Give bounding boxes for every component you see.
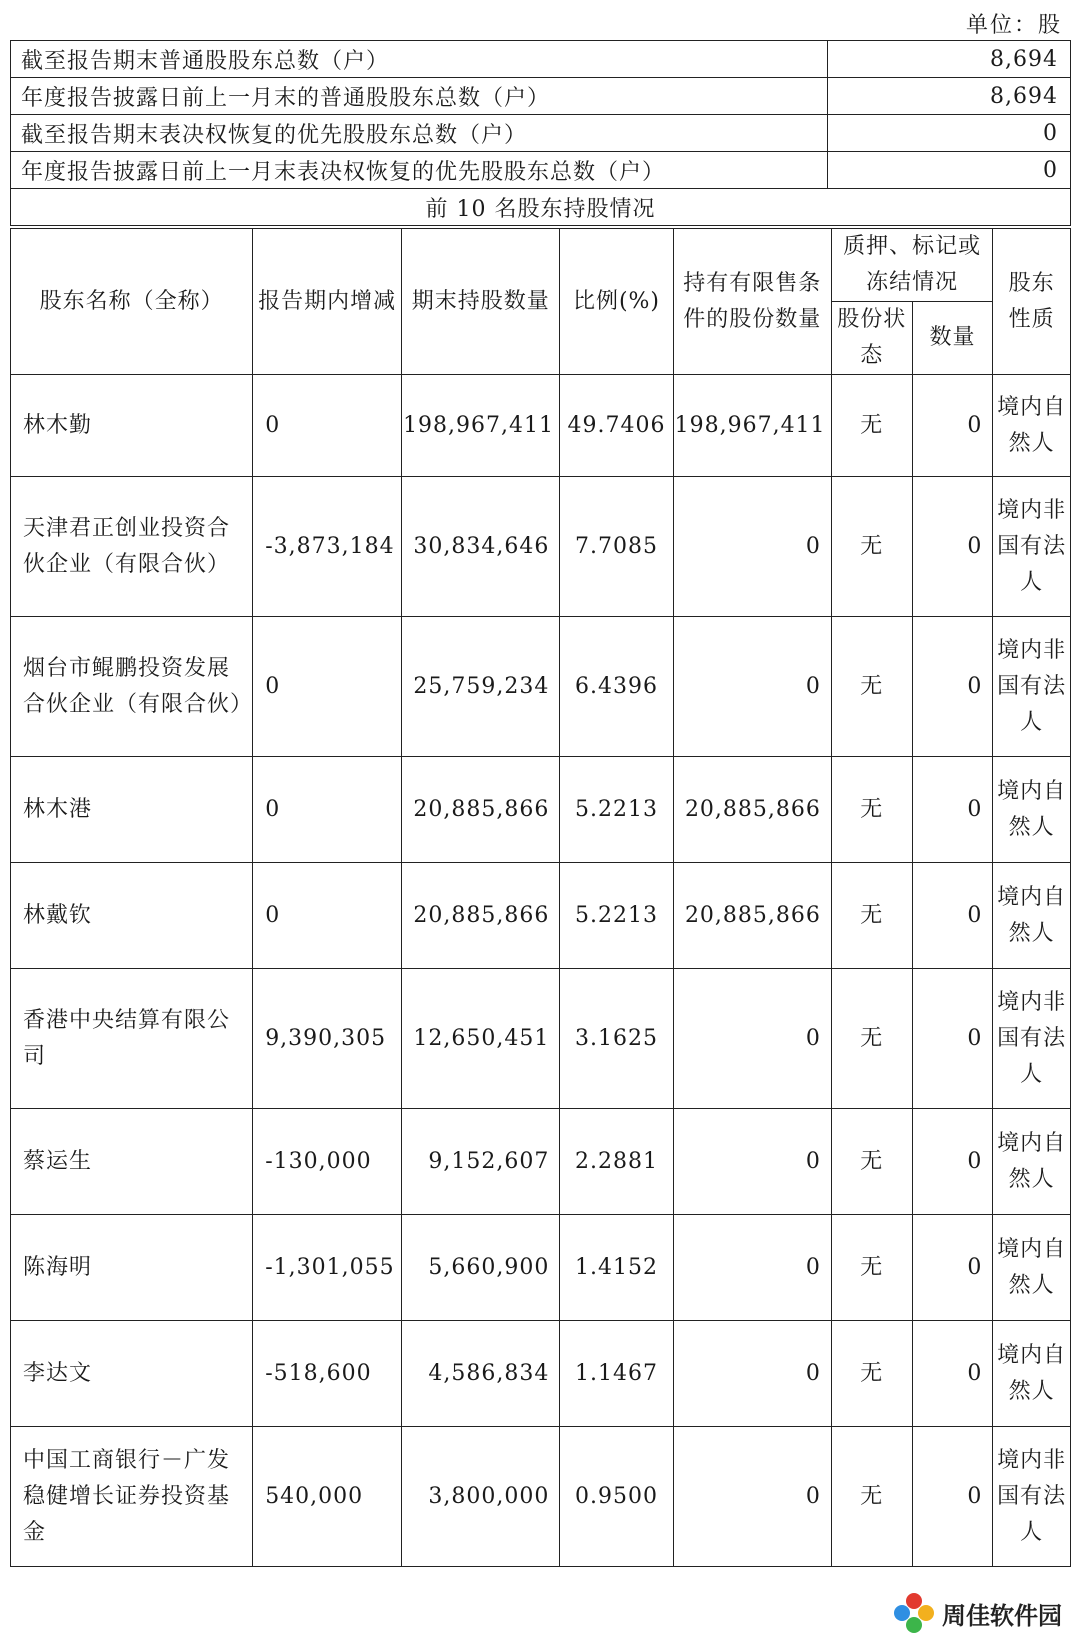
cell-qty: 0 — [912, 1427, 993, 1567]
cell-change: -1,301,055 — [253, 1215, 402, 1321]
cell-status: 无 — [831, 863, 912, 969]
cell-nature: 境内非国有法人 — [993, 477, 1071, 617]
summary-row — [11, 115, 1071, 152]
cell-held: 30,834,646 — [402, 477, 560, 617]
table-row — [11, 477, 1071, 617]
cell-restricted: 0 — [673, 477, 831, 617]
cell-restricted: 0 — [673, 617, 831, 757]
summary-label: 年度报告披露日前上一月末的普通股股东总数（户） — [11, 78, 828, 115]
table-row — [11, 757, 1071, 863]
cell-held: 5,660,900 — [402, 1215, 560, 1321]
cell-qty: 0 — [912, 1215, 993, 1321]
cell-nature: 境内自然人 — [993, 375, 1071, 477]
top10-shareholders-table — [10, 228, 1071, 1567]
cell-name: 中国工商银行－广发稳健增长证券投资基金 — [11, 1427, 253, 1567]
cell-nature: 境内自然人 — [993, 757, 1071, 863]
summary-value: 0 — [828, 152, 1071, 189]
cell-name: 李达文 — [11, 1321, 253, 1427]
cell-name: 陈海明 — [11, 1215, 253, 1321]
cell-qty: 0 — [912, 863, 993, 969]
header-pledge: 质押、标记或冻结情况 — [831, 229, 992, 302]
cell-restricted: 0 — [673, 1427, 831, 1567]
header-pledge-status: 股份状态 — [831, 302, 912, 375]
cell-ratio: 49.7406 — [560, 375, 673, 477]
cell-name: 天津君正创业投资合伙企业（有限合伙） — [11, 477, 253, 617]
cell-change: 540,000 — [253, 1427, 402, 1567]
watermark-text: 周佳软件园 — [942, 1601, 1062, 1630]
cell-nature: 境内自然人 — [993, 1215, 1071, 1321]
cell-held: 9,152,607 — [402, 1109, 560, 1215]
cell-status: 无 — [831, 477, 912, 617]
summary-row — [11, 152, 1071, 189]
header-ratio: 比例(%) — [560, 229, 673, 375]
summary-label: 截至报告期末表决权恢复的优先股股东总数（户） — [11, 115, 828, 152]
cell-held: 3,800,000 — [402, 1427, 560, 1567]
header-restricted: 持有有限售条件的股份数量 — [673, 229, 831, 375]
summary-table — [10, 40, 1071, 226]
summary-row — [11, 41, 1071, 78]
summary-value: 0 — [828, 115, 1071, 152]
cell-restricted: 20,885,866 — [673, 863, 831, 969]
header-name: 股东名称（全称） — [11, 229, 253, 375]
watermark — [894, 1593, 1062, 1633]
cell-change: -518,600 — [253, 1321, 402, 1427]
summary-value: 8,694 — [828, 41, 1071, 78]
table-row — [11, 863, 1071, 969]
cell-change: 0 — [253, 863, 402, 969]
cell-status: 无 — [831, 1215, 912, 1321]
cell-status: 无 — [831, 1427, 912, 1567]
header-held: 期末持股数量 — [402, 229, 560, 375]
table-row — [11, 969, 1071, 1109]
cell-change: -3,873,184 — [253, 477, 402, 617]
table-row — [11, 1215, 1071, 1321]
cell-held: 25,759,234 — [402, 617, 560, 757]
table-row — [11, 1427, 1071, 1567]
table-row — [11, 1321, 1071, 1427]
cell-change: 0 — [253, 375, 402, 477]
cell-nature: 境内自然人 — [993, 1109, 1071, 1215]
header-change: 报告期内增减 — [253, 229, 402, 375]
cell-ratio: 1.1467 — [560, 1321, 673, 1427]
cell-ratio: 6.4396 — [560, 617, 673, 757]
cell-change: -130,000 — [253, 1109, 402, 1215]
cell-change: 0 — [253, 617, 402, 757]
cell-held: 198,967,411 — [402, 375, 560, 477]
cell-name: 香港中央结算有限公司 — [11, 969, 253, 1109]
cell-qty: 0 — [912, 1109, 993, 1215]
summary-label: 截至报告期末普通股股东总数（户） — [11, 41, 828, 78]
cell-ratio: 7.7085 — [560, 477, 673, 617]
cell-qty: 0 — [912, 375, 993, 477]
table-row — [11, 375, 1071, 477]
cell-restricted: 198,967,411 — [673, 375, 831, 477]
section-title: 前 10 名股东持股情况 — [11, 189, 1071, 226]
summary-value: 8,694 — [828, 78, 1071, 115]
cell-ratio: 5.2213 — [560, 863, 673, 969]
cell-qty: 0 — [912, 617, 993, 757]
cell-held: 4,586,834 — [402, 1321, 560, 1427]
table-row — [11, 1109, 1071, 1215]
summary-row — [11, 78, 1071, 115]
cell-held: 12,650,451 — [402, 969, 560, 1109]
cell-status: 无 — [831, 757, 912, 863]
cell-qty: 0 — [912, 477, 993, 617]
cell-ratio: 2.2881 — [560, 1109, 673, 1215]
logo-icon — [894, 1593, 934, 1633]
cell-name: 林木港 — [11, 757, 253, 863]
cell-change: 0 — [253, 757, 402, 863]
cell-nature: 境内自然人 — [993, 863, 1071, 969]
cell-restricted: 20,885,866 — [673, 757, 831, 863]
cell-change: 9,390,305 — [253, 969, 402, 1109]
cell-name: 烟台市鲲鹏投资发展合伙企业（有限合伙） — [11, 617, 253, 757]
cell-ratio: 5.2213 — [560, 757, 673, 863]
cell-restricted: 0 — [673, 1109, 831, 1215]
cell-status: 无 — [831, 375, 912, 477]
cell-nature: 境内自然人 — [993, 1321, 1071, 1427]
cell-name: 林戴钦 — [11, 863, 253, 969]
header-nature: 股东性质 — [993, 229, 1071, 375]
cell-nature: 境内非国有法人 — [993, 1427, 1071, 1567]
cell-held: 20,885,866 — [402, 863, 560, 969]
cell-qty: 0 — [912, 1321, 993, 1427]
cell-qty: 0 — [912, 969, 993, 1109]
table-row — [11, 617, 1071, 757]
cell-ratio: 3.1625 — [560, 969, 673, 1109]
cell-name: 林木勤 — [11, 375, 253, 477]
cell-name: 蔡运生 — [11, 1109, 253, 1215]
cell-status: 无 — [831, 617, 912, 757]
cell-restricted: 0 — [673, 969, 831, 1109]
cell-status: 无 — [831, 969, 912, 1109]
cell-restricted: 0 — [673, 1215, 831, 1321]
summary-label: 年度报告披露日前上一月末表决权恢复的优先股股东总数（户） — [11, 152, 828, 189]
cell-restricted: 0 — [673, 1321, 831, 1427]
cell-ratio: 0.9500 — [560, 1427, 673, 1567]
cell-qty: 0 — [912, 757, 993, 863]
unit-label: 单位：股 — [965, 13, 1062, 38]
cell-nature: 境内非国有法人 — [993, 617, 1071, 757]
cell-status: 无 — [831, 1321, 912, 1427]
cell-ratio: 1.4152 — [560, 1215, 673, 1321]
header-pledge-qty: 数量 — [912, 302, 993, 375]
cell-nature: 境内非国有法人 — [993, 969, 1071, 1109]
cell-status: 无 — [831, 1109, 912, 1215]
cell-held: 20,885,866 — [402, 757, 560, 863]
